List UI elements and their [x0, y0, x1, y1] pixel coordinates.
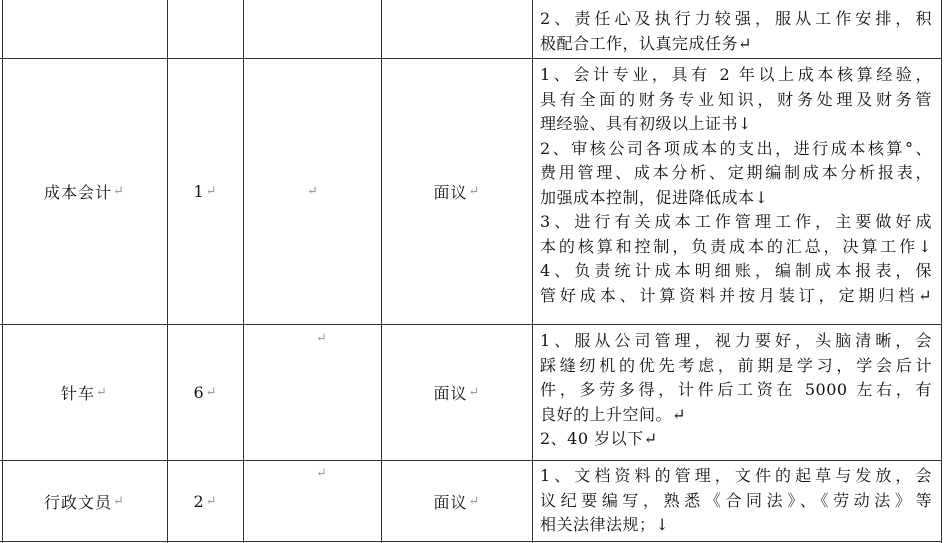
- requirements-cell: [540, 464, 932, 538]
- cell-end-mark: ↵: [468, 184, 481, 199]
- requirement-line: 加强成本控制，促进降低成本↓: [540, 187, 769, 207]
- requirements-cell: [540, 63, 932, 308]
- column-divider: [532, 0, 533, 543]
- cell-end-mark: ↵: [113, 184, 125, 199]
- requirement-line: 本的核算和控制，负责成本的汇总，决算工作↓: [540, 236, 932, 256]
- headcount-value: 2: [193, 491, 205, 511]
- headcount-value: 1: [193, 182, 205, 201]
- cell-end-mark: ↵: [205, 493, 218, 509]
- requirement-line: 踩缝纫机的优先考虑，前期是学习，学会后计: [540, 355, 932, 375]
- position-cell: [2, 59, 167, 324]
- table-border-bottom: [0, 541, 942, 542]
- headcount-cell: [168, 461, 243, 541]
- requirement-line: 4、负责统计成本明细账，编制成本报表，保: [540, 261, 932, 280]
- position-name: 成本会计: [44, 183, 113, 202]
- cell-end-mark: ↵: [316, 331, 327, 346]
- requirement-line: 具有全面的财务专业知识，财务处理及财务管: [540, 89, 932, 109]
- requirement-line: 2、审核公司各项成本的支出，进行成本核算°、: [540, 138, 932, 158]
- requirement-line: 1、会计专业，具有 2 年以上成本核算经验，: [540, 65, 932, 84]
- position-cell: [2, 461, 167, 541]
- cell-end-mark: ↵: [113, 493, 125, 509]
- requirement-line: 相关法律法规；↓: [540, 515, 670, 534]
- cell-end-mark: ↵: [316, 466, 327, 481]
- cell-end-mark: ↵: [468, 493, 481, 509]
- cell-end-mark: ↵: [307, 184, 319, 199]
- salary-cell: [382, 325, 532, 460]
- position-name: 针车: [61, 384, 96, 403]
- table-border-right: [941, 0, 942, 543]
- position-name: 行政文员: [44, 492, 113, 512]
- cell-end-mark: ↵: [205, 385, 218, 400]
- requirement-line: 件，多劳多得，计件后工资在 5000 左右，有: [540, 380, 932, 399]
- requirement-line: 1、服从公司管理，视力要好，头脑清晰，会: [540, 331, 932, 350]
- cell-end-mark: ↵: [468, 385, 481, 400]
- requirements-cell: [540, 7, 932, 56]
- cell-end-mark: ↵: [96, 385, 108, 400]
- requirement-line: 2、责任心及执行力较强，服从工作安排，积: [540, 9, 932, 28]
- requirement-line: 管好成本、计算资料并按月装订，定期归档↵: [540, 285, 932, 305]
- headcount-value: 6: [193, 383, 205, 402]
- requirement-line: 议纪要编写，熟悉《合同法》、《劳动法》等: [540, 490, 932, 510]
- requirement-line: 费用管理、成本分析、定期编制成本分析报表，: [540, 163, 932, 182]
- requirement-line: 理经验、具有初级以上证书↓: [540, 114, 752, 133]
- requirements-cell: [540, 329, 932, 452]
- salary-value: 面议: [433, 183, 468, 202]
- requirement-line: 极配合工作，认真完成任务↵: [540, 33, 752, 53]
- position-cell: [2, 325, 167, 460]
- requirement-line: 2、40 岁以下↵: [540, 429, 658, 448]
- salary-cell: [382, 59, 532, 324]
- headcount-cell: [168, 59, 243, 324]
- empty-cell: [244, 59, 381, 324]
- headcount-cell: [168, 325, 243, 460]
- requirement-line: 1、文档资料的管理，文件的起草与发放，会: [540, 466, 932, 485]
- salary-value: 面议: [433, 384, 468, 403]
- salary-value: 面议: [433, 492, 468, 512]
- salary-cell: [382, 461, 532, 541]
- requirement-line: 良好的上升空间。↵: [540, 404, 686, 424]
- requirement-line: 3、进行有关成本工作管理工作，主要做好成: [540, 212, 932, 231]
- cell-end-mark: ↵: [205, 184, 218, 199]
